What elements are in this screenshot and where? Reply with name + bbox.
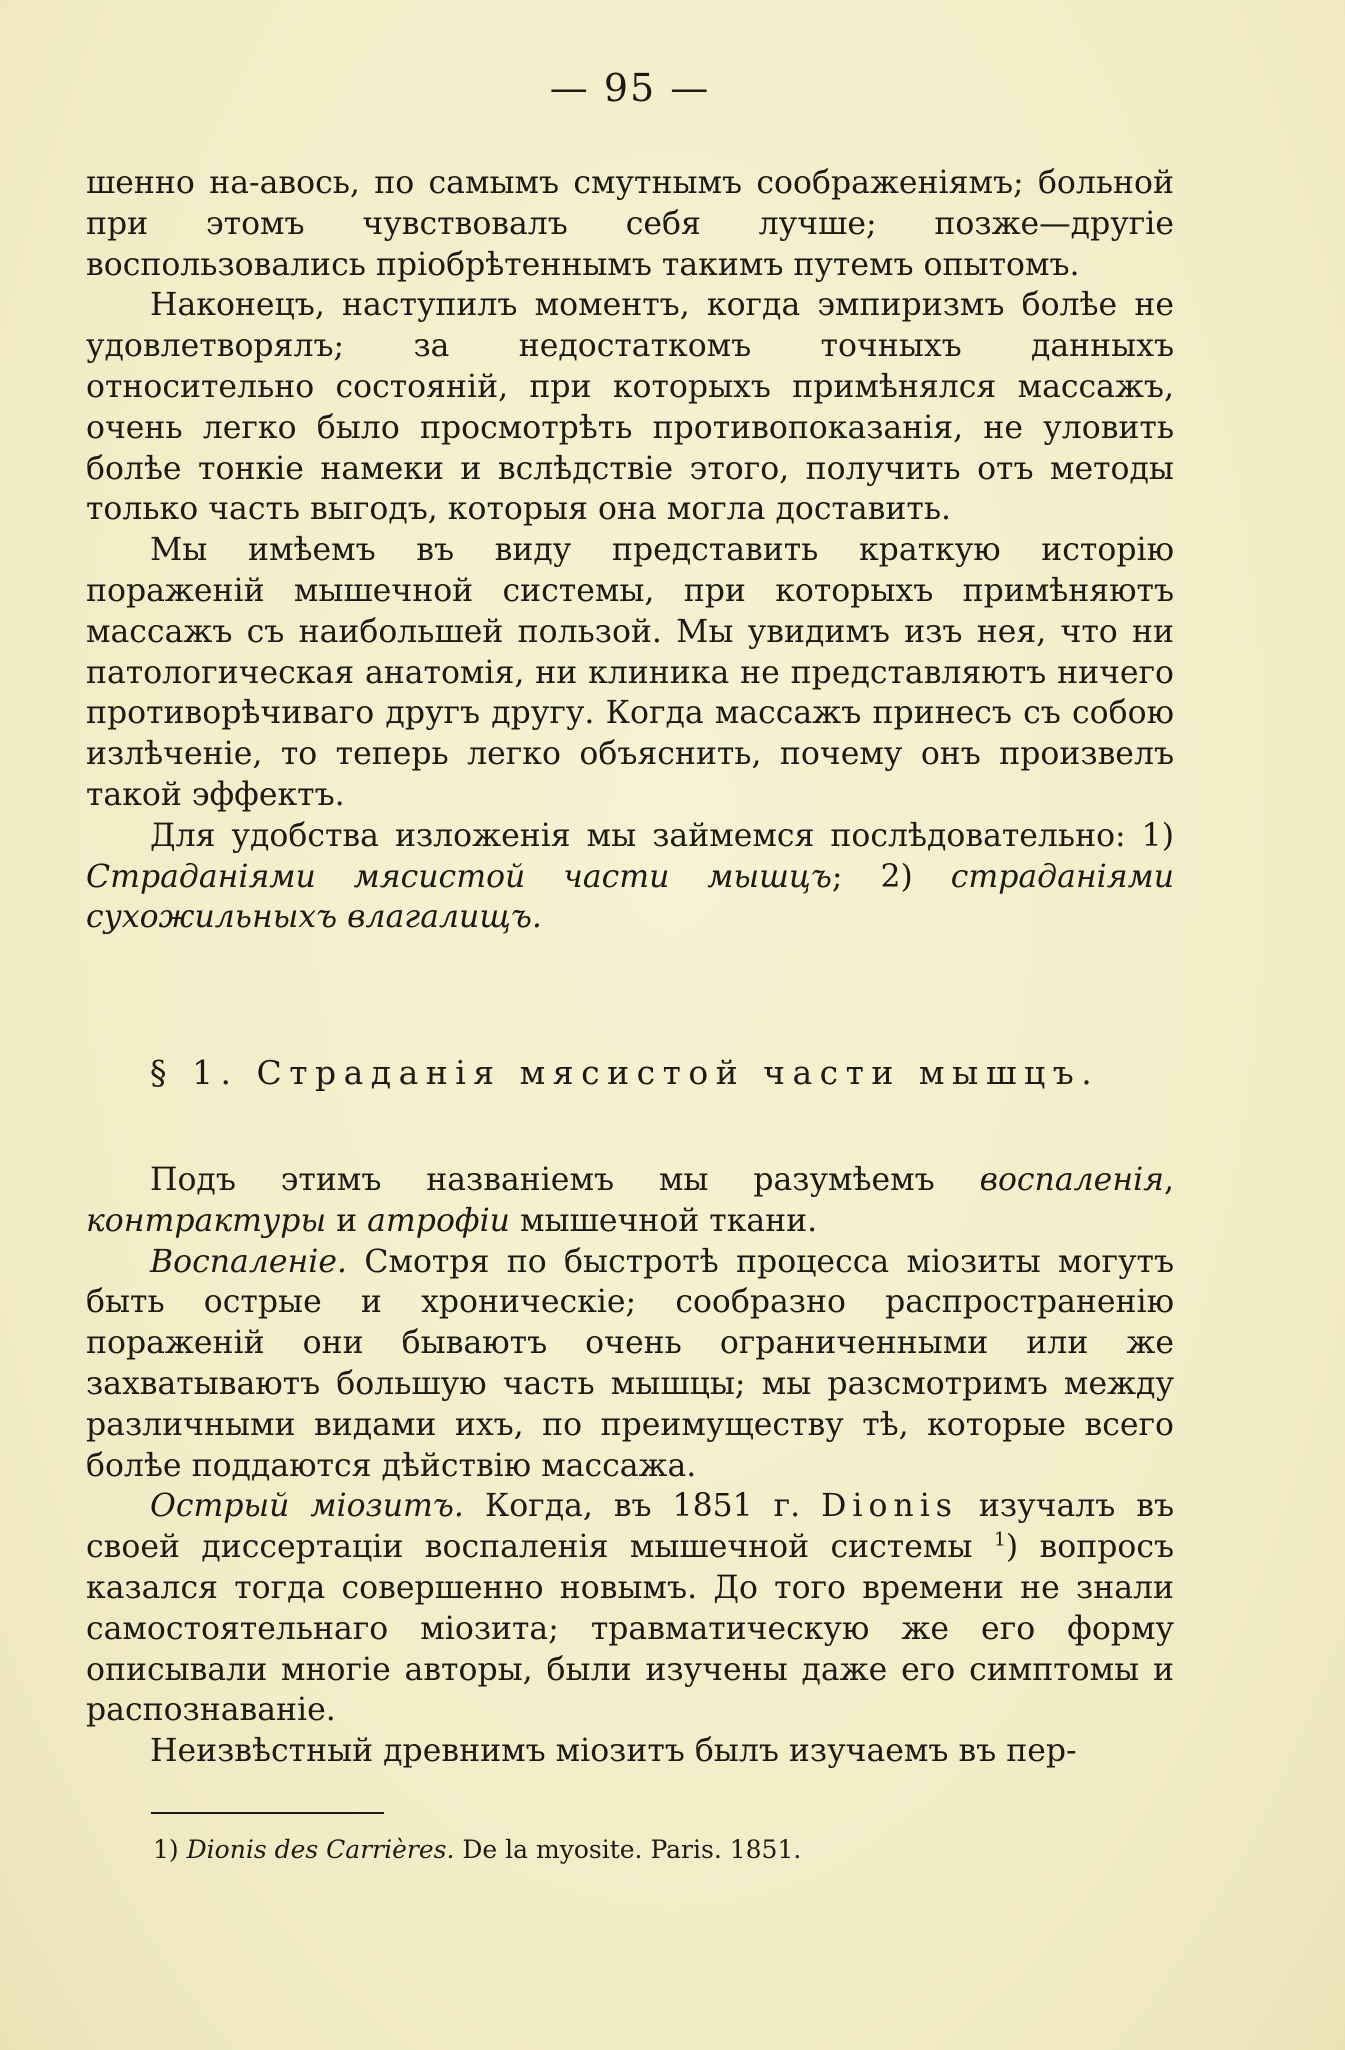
- footnote-citation: De la myosite. Paris. 1851.: [462, 1835, 802, 1864]
- paragraph-definition: [86, 1160, 1174, 1242]
- term-contracture: контрактуры: [86, 1202, 327, 1239]
- inflammation-text: Смотря по быстротѣ процесса мiозиты могутъ быть острые и хроническiе; сообразно распространенiю пораженiй они бываютъ очень ограниченными или же захватываютъ большую часть мышцы; мы разсмотримъ между различными видами ихъ, по преимуществу тѣ, которые всего болѣе поддаются дѣйствiю массажа.: [86, 1243, 1175, 1484]
- acute-text-c: ) вопросъ казался тогда совершенно новымъ. До того времени не знали самостоятельнаго мiозита; травматическую же его форму описывали многiе авторы, были изучены даже его симптомы и распознаванiе.: [86, 1529, 1175, 1729]
- plan-item-tendon: страданiями сухожильныхъ влагалищъ.: [86, 858, 1174, 936]
- subheading-inflammation: Воспаленiе.: [150, 1243, 347, 1280]
- footnote-author: Dionis des Carrières.: [186, 1835, 455, 1864]
- paragraph-acute-myositis: [86, 1486, 1174, 1731]
- plan-intro: Для удобства изложенiя мы займемся послѣдовательно: 1): [150, 817, 1174, 854]
- paragraph-continuation: шенно на-авось, по самымъ смутнымъ соображенiямъ; больной при этомъ чувствовалъ себя лучше; позже—другiе воспользовались прiобрѣтеннымъ такимъ путемъ опытомъ.: [86, 165, 1174, 283]
- definition-and: и: [336, 1202, 358, 1239]
- paragraph-history: Мы имѣемъ въ виду представить краткую исторiю пораженiй мышечной системы, при которыхъ примѣняютъ массажъ съ наибольшей пользой. Мы увидимъ изъ нея, что ни патологическая анатомiя, ни клиника не представляютъ ничего противорѣчиваго другъ другу. Когда массажъ принесъ съ собою излѣченiе, то теперь легко объяснить, почему онъ произвелъ такой эффектъ.: [86, 532, 1174, 813]
- footnote-marker: 1): [153, 1835, 179, 1864]
- paragraph-empiricism: Наконецъ, наступилъ моментъ, когда эмпиризмъ болѣе не удовлетворялъ; за недостаткомъ точныхъ данныхъ относительно состоянiй, при которыхъ примѣнялся массажъ, очень легко было просмотрѣть противопоказанiя, не уловить болѣе тонкiе намеки и вслѣдствiе этого, получить отъ методы только часть выгодъ, которыя она могла доставить.: [86, 287, 1174, 528]
- footnote: [153, 1835, 1153, 1864]
- author-name: Dionis: [821, 1488, 958, 1525]
- text-block-bottom: [86, 1160, 1174, 1772]
- paragraph-plan: [86, 816, 1174, 938]
- footnote-divider: [151, 1812, 384, 1814]
- definition-comma: ,: [1164, 1162, 1175, 1198]
- paragraph-inflammation: [86, 1242, 1174, 1487]
- section-heading: § 1. Страданiя мясистой части мышцъ.: [150, 1053, 1100, 1092]
- definition-end: мышечной ткани.: [519, 1202, 818, 1239]
- acute-text-b: изучалъ въ своей диссертацiи воспаленiя мышечной системы: [86, 1488, 1175, 1566]
- term-atrophy: атрофiи: [367, 1202, 510, 1239]
- plan-item-muscle: Страданiями мясистой части мышцъ: [86, 858, 832, 895]
- page-number: — 95 —: [549, 66, 711, 110]
- text-block-top: [86, 163, 1174, 938]
- acute-text-a: Когда, въ 1851 г.: [484, 1488, 801, 1525]
- definition-intro: Подъ этимъ названiемъ мы разумѣемъ: [150, 1162, 935, 1198]
- paragraph-last-line: Неизвѣстный древнимъ мiозитъ былъ изучаемъ въ пер-: [150, 1733, 1077, 1770]
- plan-separator: ; 2): [831, 858, 913, 895]
- term-inflammation: воспаленiя: [979, 1162, 1164, 1198]
- footnote-ref: 1: [993, 1528, 1006, 1551]
- subheading-acute-myositis: Острый мiозитъ.: [150, 1488, 464, 1525]
